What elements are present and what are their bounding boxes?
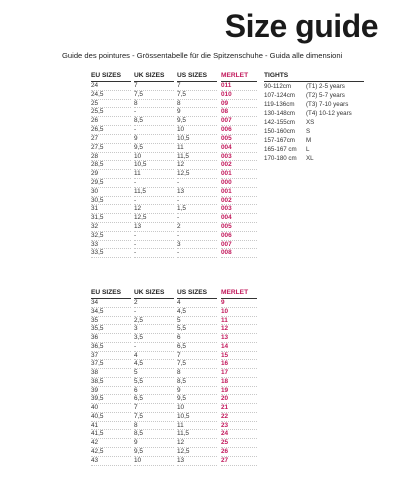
us-sizes-header: US SIZES <box>177 287 217 299</box>
tights-height-range: 165-167 cm <box>264 146 297 153</box>
size-cell: 36 <box>91 334 131 343</box>
size-cell: - <box>134 108 174 117</box>
size-cell: 13 <box>134 223 174 232</box>
size-cell: - <box>177 179 217 188</box>
size-cell: - <box>134 126 174 135</box>
us-sizes-column <box>177 287 217 466</box>
size-cell: 34 <box>91 299 131 308</box>
size-cell: - <box>134 241 174 250</box>
size-cell: 39 <box>91 387 131 396</box>
tights-size-label: (T2) 5-7 years <box>306 92 345 99</box>
size-cell: 8 <box>134 422 174 431</box>
size-cell: 8,5 <box>134 430 174 439</box>
eu-sizes-header: EU SIZES <box>91 70 131 82</box>
size-cell: 22 <box>221 413 257 422</box>
size-cell: 21 <box>221 404 257 413</box>
size-cell: 40 <box>91 404 131 413</box>
tights-height-range: 170-180 cm <box>264 155 297 162</box>
size-cell: - <box>134 232 174 241</box>
tights-header: TIGHTS <box>264 70 364 82</box>
size-cell: 4,5 <box>134 360 174 369</box>
size-cell: 008 <box>221 249 257 258</box>
size-cell: 7 <box>177 82 217 91</box>
size-cell: 004 <box>221 214 257 223</box>
tights-row <box>264 82 364 91</box>
size-cell: 3 <box>134 325 174 334</box>
size-cell: 8 <box>134 100 174 109</box>
size-cell: 16 <box>221 360 257 369</box>
size-cell: 4 <box>177 299 217 308</box>
eu-sizes-column <box>91 70 131 258</box>
size-cell: 26,5 <box>91 126 131 135</box>
tights-row <box>264 127 364 136</box>
size-cell: 39,5 <box>91 395 131 404</box>
size-cell: 003 <box>221 153 257 162</box>
size-cell: 17 <box>221 369 257 378</box>
size-cell: 10 <box>134 457 174 466</box>
size-cell: 2 <box>134 299 174 308</box>
size-cell: 9,5 <box>134 448 174 457</box>
size-cell: 2,5 <box>134 317 174 326</box>
size-cell: 4 <box>134 352 174 361</box>
size-cell: 8 <box>177 100 217 109</box>
size-cell: 9 <box>221 299 257 308</box>
size-cell: 26 <box>91 117 131 126</box>
size-cell: 11 <box>177 422 217 431</box>
tights-row <box>264 118 364 127</box>
size-cell: 38 <box>91 369 131 378</box>
tights-height-range: 157-167cm <box>264 137 295 144</box>
size-cell: 13 <box>221 334 257 343</box>
size-cell: 7,5 <box>134 91 174 100</box>
size-cell: 9 <box>177 108 217 117</box>
size-cell: - <box>177 249 217 258</box>
size-cell: 6,5 <box>134 395 174 404</box>
size-cell: 13 <box>177 188 217 197</box>
size-cell: 11 <box>177 144 217 153</box>
tights-row <box>264 109 364 118</box>
size-cell: 004 <box>221 144 257 153</box>
size-cell: 001 <box>221 170 257 179</box>
tights-height-range: 142-155cm <box>264 119 295 126</box>
size-cell: 33,5 <box>91 249 131 258</box>
size-cell: 40,5 <box>91 413 131 422</box>
size-cell: 10 <box>177 404 217 413</box>
size-cell: 9 <box>177 387 217 396</box>
eu-sizes-header: EU SIZES <box>91 287 131 299</box>
size-cell: 43 <box>91 457 131 466</box>
size-cell: 13 <box>177 457 217 466</box>
size-cell: 7,5 <box>134 413 174 422</box>
size-cell: 12 <box>221 325 257 334</box>
size-cell: 26 <box>221 448 257 457</box>
size-cell: 34,5 <box>91 308 131 317</box>
uk-sizes-column <box>134 287 174 466</box>
size-cell: 011 <box>221 82 257 91</box>
size-cell: 24 <box>91 82 131 91</box>
size-cell: 2 <box>177 223 217 232</box>
size-cell: - <box>134 179 174 188</box>
size-cell: 41 <box>91 422 131 431</box>
size-cell: 001 <box>221 188 257 197</box>
size-cell: 002 <box>221 161 257 170</box>
size-cell: 007 <box>221 117 257 126</box>
size-cell: 007 <box>221 241 257 250</box>
size-cell: 010 <box>221 91 257 100</box>
tights-table <box>264 70 364 163</box>
us-sizes-column <box>177 70 217 258</box>
size-cell: - <box>177 214 217 223</box>
size-cell: 5,5 <box>177 325 217 334</box>
uk-sizes-column <box>134 70 174 258</box>
size-cell: 12 <box>134 205 174 214</box>
size-cell: 12,5 <box>177 448 217 457</box>
size-cell: 6 <box>177 334 217 343</box>
merlet-sizes-column <box>221 287 257 466</box>
size-cell: - <box>134 343 174 352</box>
eu-sizes-column <box>91 287 131 466</box>
size-cell: 10 <box>134 153 174 162</box>
size-cell: 8 <box>177 369 217 378</box>
merlet-sizes-column <box>221 70 257 258</box>
size-cell: 3 <box>177 241 217 250</box>
size-cell: 4,5 <box>177 308 217 317</box>
size-cell: 005 <box>221 135 257 144</box>
size-cell: 32 <box>91 223 131 232</box>
size-cell: 30,5 <box>91 197 131 206</box>
size-cell: 5,5 <box>134 378 174 387</box>
page-subtitle: Guide des pointures - Grössentabelle für die Spitzenschuhe - Guida alle dimensioni <box>62 51 343 60</box>
size-cell: 10 <box>221 308 257 317</box>
size-cell: 12,5 <box>134 214 174 223</box>
size-cell: 25,5 <box>91 108 131 117</box>
size-cell: 32,5 <box>91 232 131 241</box>
size-cell: 31,5 <box>91 214 131 223</box>
tights-size-label: M <box>306 137 312 144</box>
size-cell: 12 <box>177 439 217 448</box>
size-cell: 5 <box>134 369 174 378</box>
size-cell: 9 <box>134 439 174 448</box>
size-cell: 36,5 <box>91 343 131 352</box>
size-cell: 6 <box>134 387 174 396</box>
tights-rows <box>264 82 364 163</box>
size-cell: 11 <box>134 170 174 179</box>
size-cell: 8,5 <box>134 117 174 126</box>
size-cell: 10,5 <box>134 161 174 170</box>
size-cell: 12 <box>177 161 217 170</box>
size-cell: 25 <box>91 100 131 109</box>
size-cell: 11,5 <box>134 188 174 197</box>
tights-size-label: XS <box>306 119 315 126</box>
size-cell: 10,5 <box>177 135 217 144</box>
size-cell: 6,5 <box>177 343 217 352</box>
tights-height-range: 107-124cm <box>264 92 295 99</box>
tights-height-range: 150-160cm <box>264 128 295 135</box>
size-cell: 11 <box>221 317 257 326</box>
size-cell: 35 <box>91 317 131 326</box>
size-cell: 006 <box>221 126 257 135</box>
size-cell: - <box>134 197 174 206</box>
size-cell: 23 <box>221 422 257 431</box>
size-cell: 7,5 <box>177 360 217 369</box>
size-cell: 25 <box>221 439 257 448</box>
tights-row <box>264 136 364 145</box>
tights-row <box>264 154 364 163</box>
size-cell: 8,5 <box>177 378 217 387</box>
size-cell: 42 <box>91 439 131 448</box>
size-cell: 10,5 <box>177 413 217 422</box>
size-cell: - <box>134 308 174 317</box>
tights-height-range: 130-148cm <box>264 110 295 117</box>
size-cell: 7 <box>134 82 174 91</box>
tights-row <box>264 100 364 109</box>
tights-size-label: L <box>306 146 310 153</box>
size-cell: 9,5 <box>134 144 174 153</box>
size-cell: 1,5 <box>177 205 217 214</box>
size-cell: 27 <box>221 457 257 466</box>
uk-sizes-header: UK SIZES <box>134 70 174 82</box>
size-cell: 7 <box>134 404 174 413</box>
size-cell: 006 <box>221 232 257 241</box>
size-cell: 000 <box>221 179 257 188</box>
tights-height-range: 119-136cm <box>264 101 295 108</box>
tights-size-label: (T1) 2-5 years <box>306 83 345 90</box>
size-cell: 9 <box>134 135 174 144</box>
tights-size-label: XL <box>306 155 314 162</box>
size-cell: 24 <box>221 430 257 439</box>
page-title: Size guide <box>224 8 378 44</box>
size-cell: 9,5 <box>177 117 217 126</box>
size-cell: 37,5 <box>91 360 131 369</box>
size-cell: 7,5 <box>177 91 217 100</box>
size-cell: 28 <box>91 153 131 162</box>
size-cell: 41,5 <box>91 430 131 439</box>
size-cell: 35,5 <box>91 325 131 334</box>
size-cell: 29 <box>91 170 131 179</box>
size-cell: 31 <box>91 205 131 214</box>
tights-size-label: (T4) 10-12 years <box>306 110 352 117</box>
size-cell: 7 <box>177 352 217 361</box>
tights-height-range: 90-112cm <box>264 83 292 90</box>
size-cell: 20 <box>221 395 257 404</box>
size-cell: 38,5 <box>91 378 131 387</box>
size-cell: 3,5 <box>134 334 174 343</box>
size-cell: 9,5 <box>177 395 217 404</box>
size-cell: 11,5 <box>177 430 217 439</box>
size-cell: 18 <box>221 378 257 387</box>
size-cell: 12,5 <box>177 170 217 179</box>
size-cell: 08 <box>221 108 257 117</box>
size-cell: - <box>177 232 217 241</box>
size-cell: 28,5 <box>91 161 131 170</box>
size-cell: 27 <box>91 135 131 144</box>
size-cell: 37 <box>91 352 131 361</box>
size-cell: 24,5 <box>91 91 131 100</box>
size-cell: 42,5 <box>91 448 131 457</box>
size-cell: 33 <box>91 241 131 250</box>
size-cell: 003 <box>221 205 257 214</box>
tights-row <box>264 91 364 100</box>
size-cell: 27,5 <box>91 144 131 153</box>
size-cell: 30 <box>91 188 131 197</box>
size-cell: - <box>134 249 174 258</box>
size-cell: 19 <box>221 387 257 396</box>
size-cell: 15 <box>221 352 257 361</box>
size-cell: 14 <box>221 343 257 352</box>
tights-size-label: S <box>306 128 311 135</box>
merlet-sizes-header: MERLET <box>221 287 257 299</box>
tights-size-label: (T3) 7-10 years <box>306 101 349 108</box>
tights-row <box>264 145 364 154</box>
size-cell: 11,5 <box>177 153 217 162</box>
us-sizes-header: US SIZES <box>177 70 217 82</box>
uk-sizes-header: UK SIZES <box>134 287 174 299</box>
size-cell: 09 <box>221 100 257 109</box>
size-cell: - <box>177 197 217 206</box>
size-cell: 29,5 <box>91 179 131 188</box>
size-cell: 10 <box>177 126 217 135</box>
size-cell: 005 <box>221 223 257 232</box>
merlet-sizes-header: MERLET <box>221 70 257 82</box>
size-cell: 5 <box>177 317 217 326</box>
size-cell: 002 <box>221 197 257 206</box>
